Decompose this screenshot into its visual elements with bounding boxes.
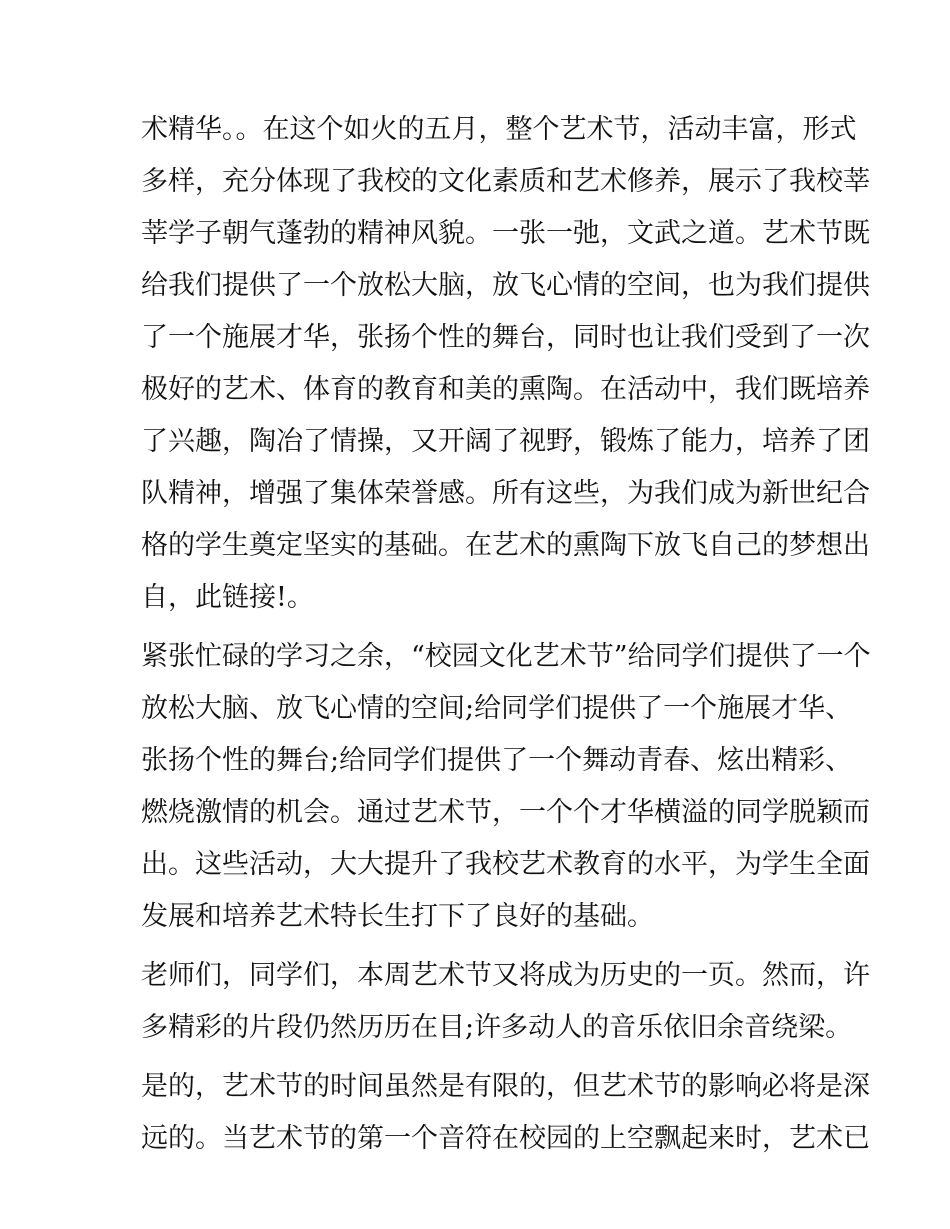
text-line: 出。这些活动，大大提升了我校艺术教育的水平，为学生全面 [141, 849, 870, 880]
text-line: 放松大脑、放飞心情的空间;给同学们提供了一个施展才华、 [141, 693, 853, 724]
text-line: 队精神，增强了集体荣誉感。所有这些，为我们成为新世纪合 [141, 478, 870, 509]
text-line: 莘学子朝气蓬勃的精神风貌。一张一弛，文武之道。艺术节既 [141, 218, 870, 249]
text-line: 是的，艺术节的时间虽然是有限的，但艺术节的影响必将是深 [141, 1071, 870, 1102]
text-line: 紧张忙碌的学习之余，“校园文化艺术节”给同学们提供了一个 [141, 641, 871, 672]
text-line: 张扬个性的舞台;给同学们提供了一个舞动青春、炫出精彩、 [141, 745, 853, 776]
text-line: 多样，充分体现了我校的文化素质和艺术修养，展示了我校莘 [141, 166, 870, 197]
paragraph-spacing [141, 943, 821, 950]
text-line: 术精华。。在这个如火的五月，整个艺术节，活动丰富，形式 [141, 114, 857, 145]
paragraph-spacing [141, 624, 821, 631]
text-line: 格的学生奠定坚实的基础。在艺术的熏陶下放飞自己的梦想出 [141, 530, 870, 561]
paragraph-spacing [141, 1054, 821, 1061]
text-line: 远的。当艺术节的第一个音符在校园的上空飘起来时，艺术已 [141, 1123, 870, 1154]
text-line: 给我们提供了一个放松大脑，放飞心情的空间，也为我们提供 [141, 270, 870, 301]
text-line: 了一个施展才华，张扬个性的舞台，同时也让我们受到了一次 [141, 322, 870, 353]
paragraph [141, 631, 871, 943]
text-line: 多精彩的片段仍然历历在目;许多动人的音乐依旧余音绕梁。 [141, 1012, 853, 1043]
text-line: 极好的艺术、体育的教育和美的熏陶。在活动中，我们既培养 [141, 374, 870, 405]
text-line: 自，此链接!。 [141, 582, 314, 613]
text-line: 老师们，同学们，本周艺术节又将成为历史的一页。然而，许 [141, 960, 870, 991]
text-line: 燃烧激情的机会。通过艺术节，一个个才华横溢的同学脱颖而 [141, 797, 870, 828]
paragraph [141, 950, 870, 1054]
paragraph [141, 104, 870, 624]
text-line: 发展和培养艺术特长生打下了良好的基础。 [141, 901, 654, 932]
text-line: 了兴趣，陶冶了情操，又开阔了视野，锻炼了能力，培养了团 [141, 426, 870, 457]
paragraph [141, 1061, 870, 1165]
document-body [141, 104, 871, 1165]
